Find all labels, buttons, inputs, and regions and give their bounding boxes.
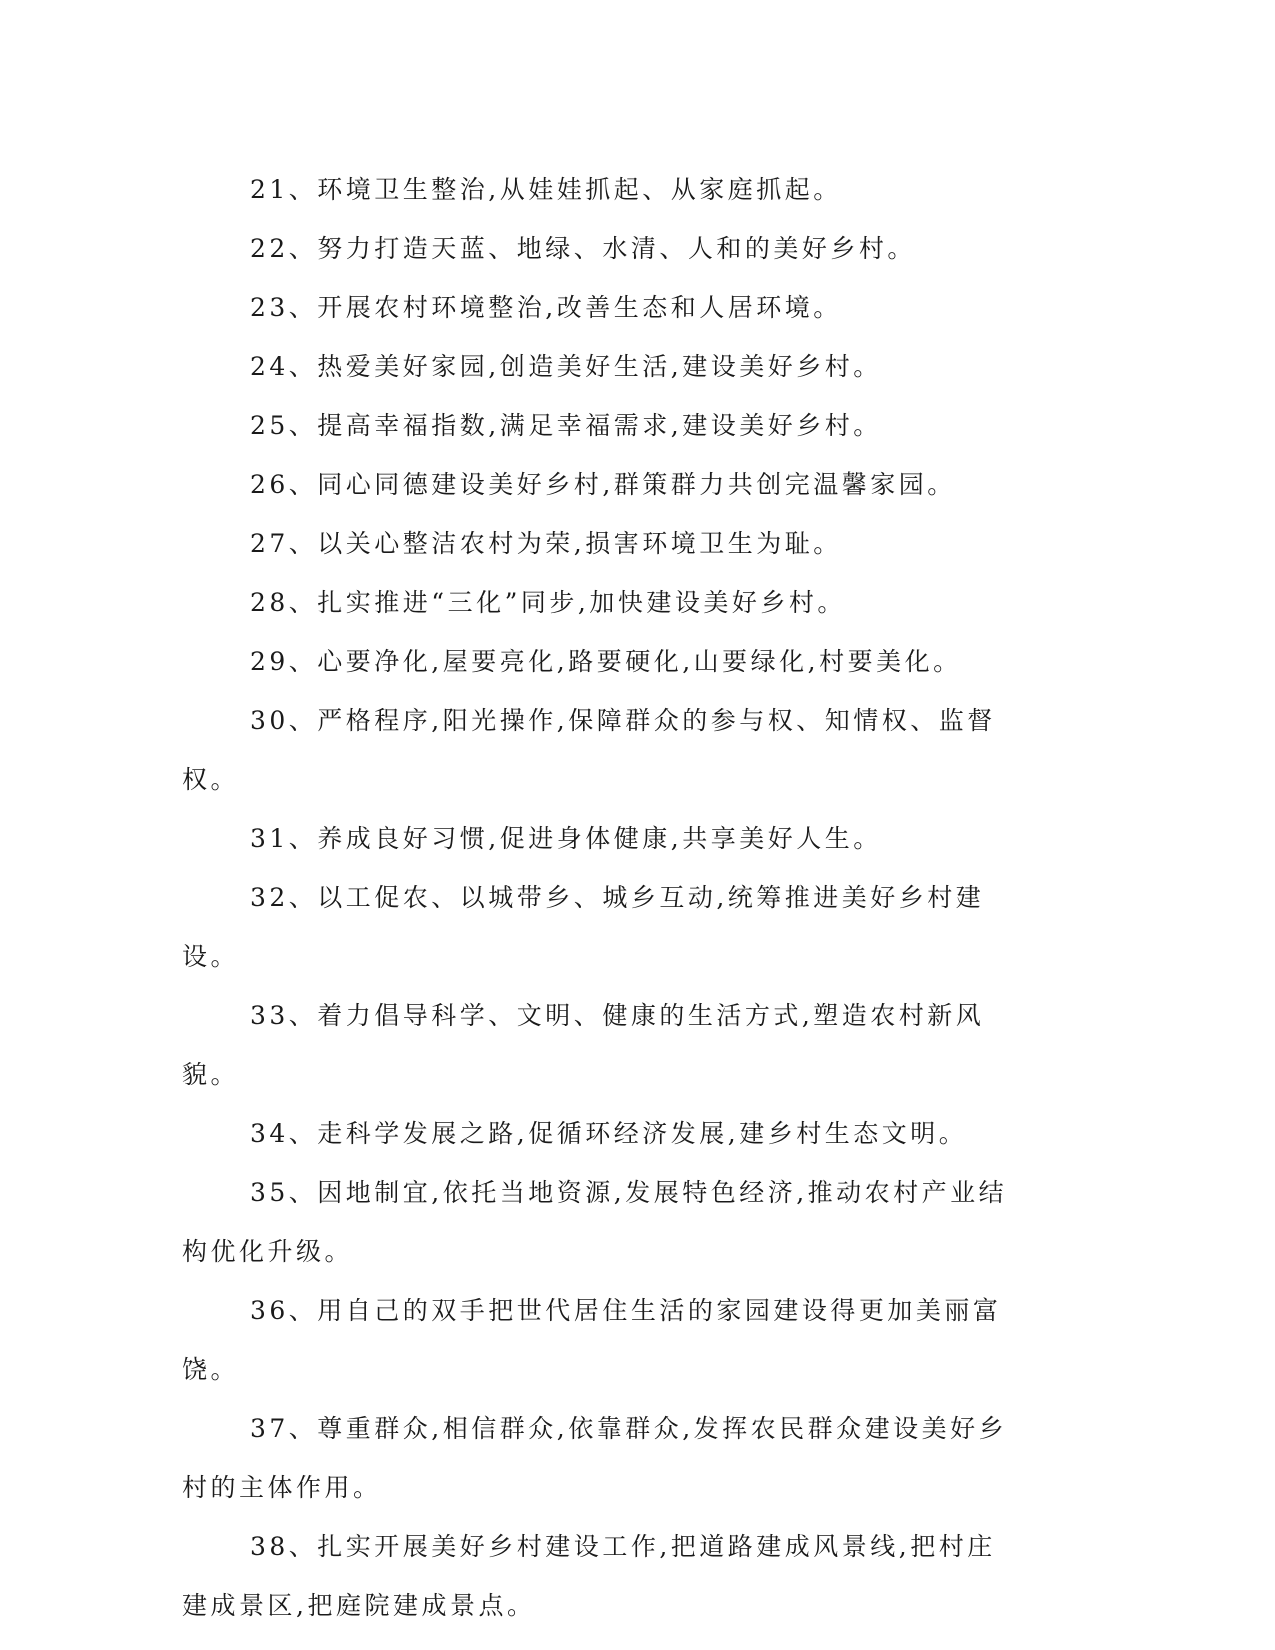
slogan-item: 33、着力倡导科学、文明、健康的生活方式,塑造农村新风貌。 <box>182 1001 985 1089</box>
slogan-item: 25、提高幸福指数,满足幸福需求,建设美好乡村。 <box>250 411 882 440</box>
slogan-item: 34、走科学发展之路,促循环经济发展,建乡村生态文明。 <box>250 1119 968 1148</box>
slogan-item: 37、尊重群众,相信群众,依靠群众,发挥农民群众建设美好乡村的主体作用。 <box>182 1414 1008 1502</box>
slogan-item: 30、严格程序,阳光操作,保障群众的参与权、知情权、监督权。 <box>182 706 996 794</box>
slogan-item: 26、同心同德建设美好乡村,群策群力共创完温馨家园。 <box>250 470 956 499</box>
slogan-item: 31、养成良好习惯,促进身体健康,共享美好人生。 <box>250 824 882 853</box>
slogan-item: 35、因地制宜,依托当地资源,发展特色经济,推动农村产业结构优化升级。 <box>182 1178 1008 1266</box>
slogan-list <box>182 160 1022 1635</box>
slogan-item: 24、热爱美好家园,创造美好生活,建设美好乡村。 <box>250 352 882 381</box>
slogan-item: 22、努力打造天蓝、地绿、水清、人和的美好乡村。 <box>250 234 916 263</box>
slogan-item: 29、心要净化,屋要亮化,路要硬化,山要绿化,村要美化。 <box>250 647 962 676</box>
slogan-item: 21、环境卫生整治,从娃娃抓起、从家庭抓起。 <box>250 175 842 204</box>
slogan-item: 27、以关心整洁农村为荣,损害环境卫生为耻。 <box>250 529 842 558</box>
slogan-item: 23、开展农村环境整治,改善生态和人居环境。 <box>250 293 842 322</box>
slogan-item: 28、扎实推进“三化”同步,加快建设美好乡村。 <box>250 588 846 617</box>
slogan-item: 32、以工促农、以城带乡、城乡互动,统筹推进美好乡村建设。 <box>182 883 985 971</box>
slogan-item: 38、扎实开展美好乡村建设工作,把道路建成风景线,把村庄建成景区,把庭院建成景点。 <box>182 1532 996 1620</box>
slogan-item: 36、用自己的双手把世代居住生活的家园建设得更加美丽富饶。 <box>182 1296 1002 1384</box>
